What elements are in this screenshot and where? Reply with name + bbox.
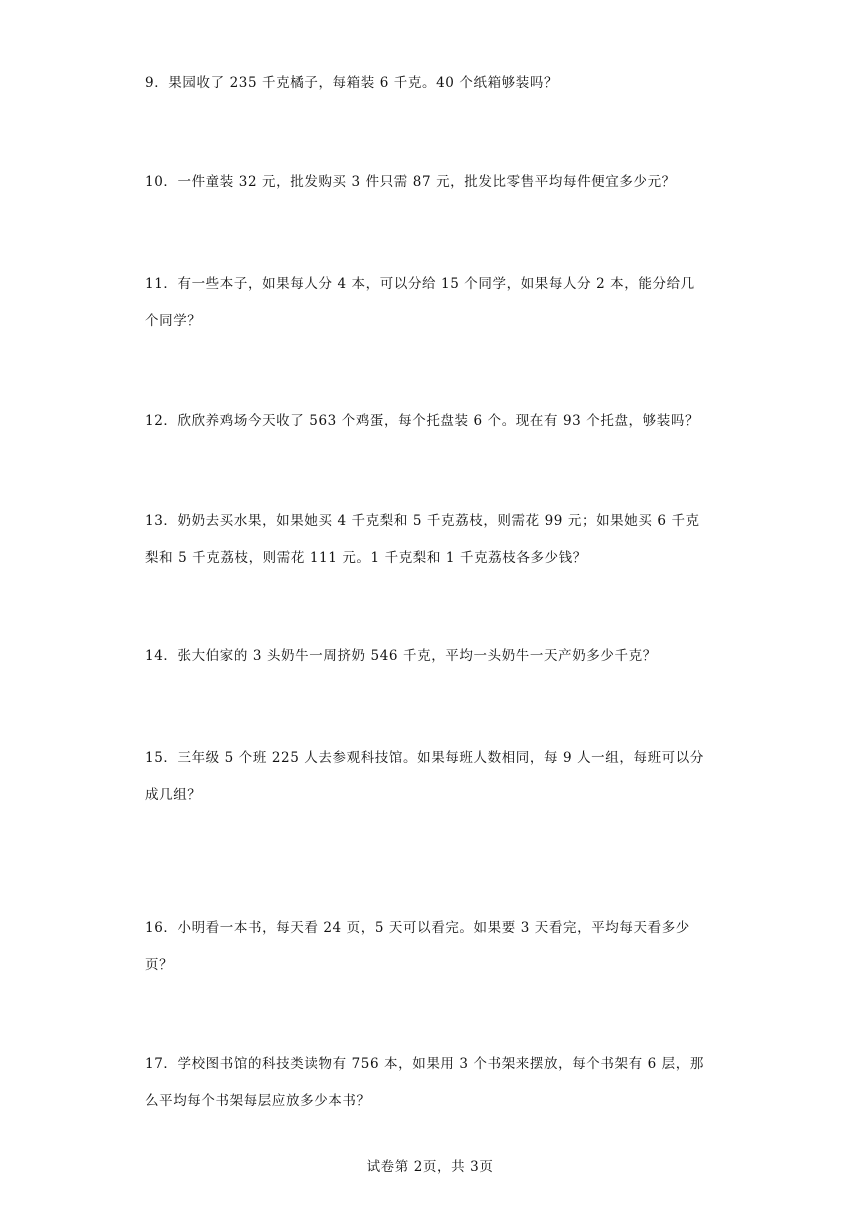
question-15-line-2: 成几组？ [145,787,202,803]
page-footer: 试卷第 2页，共 3页 [366,1159,494,1175]
question-12-line-1: 12．欣欣养鸡场今天收了 563 个鸡蛋，每个托盘装 6 个。现在有 93 个托盘，够装吗？ [145,413,700,429]
question-13 [145,503,725,577]
question-14 [145,638,725,675]
question-12 [145,403,725,440]
question-15 [145,740,725,814]
question-11-line-2: 个同学？ [145,313,202,329]
question-14-line-1: 14．张大伯家的 3 头奶牛一周挤奶 546 千克，平均一头奶牛一天产奶多少千克？ [145,648,657,664]
question-10 [145,164,725,201]
question-9 [145,65,725,102]
question-13-line-1: 13．奶奶去买水果，如果她买 4 千克梨和 5 千克荔枝，则需花 99 元；如果她买 6 千克 [145,513,700,529]
question-13-line-2: 梨和 5 千克荔枝，则需花 111 元。1 千克梨和 1 千克荔枝各多少钱？ [145,550,587,566]
question-17-line-1: 17．学校图书馆的科技类读物有 756 本，如果用 3 个书架来摆放，每个书架有 6 层，那 [145,1056,704,1072]
question-16 [145,910,725,984]
question-10-line-1: 10．一件童装 32 元，批发购买 3 件只需 87 元，批发比零售平均每件便宜多少元？ [145,174,676,190]
question-16-line-1: 16．小明看一本书，每天看 24 页，5 天可以看完。如果要 3 天看完，平均每天看多少 [145,920,690,936]
question-9-line-1: 9．果园收了 235 千克橘子，每箱装 6 千克。40 个纸箱够装吗？ [145,75,559,91]
question-15-line-1: 15．三年级 5 个班 225 人去参观科技馆。如果每班人数相同，每 9 人一组，每班可以分 [145,750,704,766]
question-11-line-1: 11．有一些本子，如果每人分 4 本，可以分给 15 个同学，如果每人分 2 本，能分给几 [145,276,695,292]
question-11 [145,266,725,340]
question-16-line-2: 页？ [145,957,174,973]
question-17-line-2: 么平均每个书架每层应放多少本书？ [145,1093,371,1109]
question-17 [145,1046,725,1120]
